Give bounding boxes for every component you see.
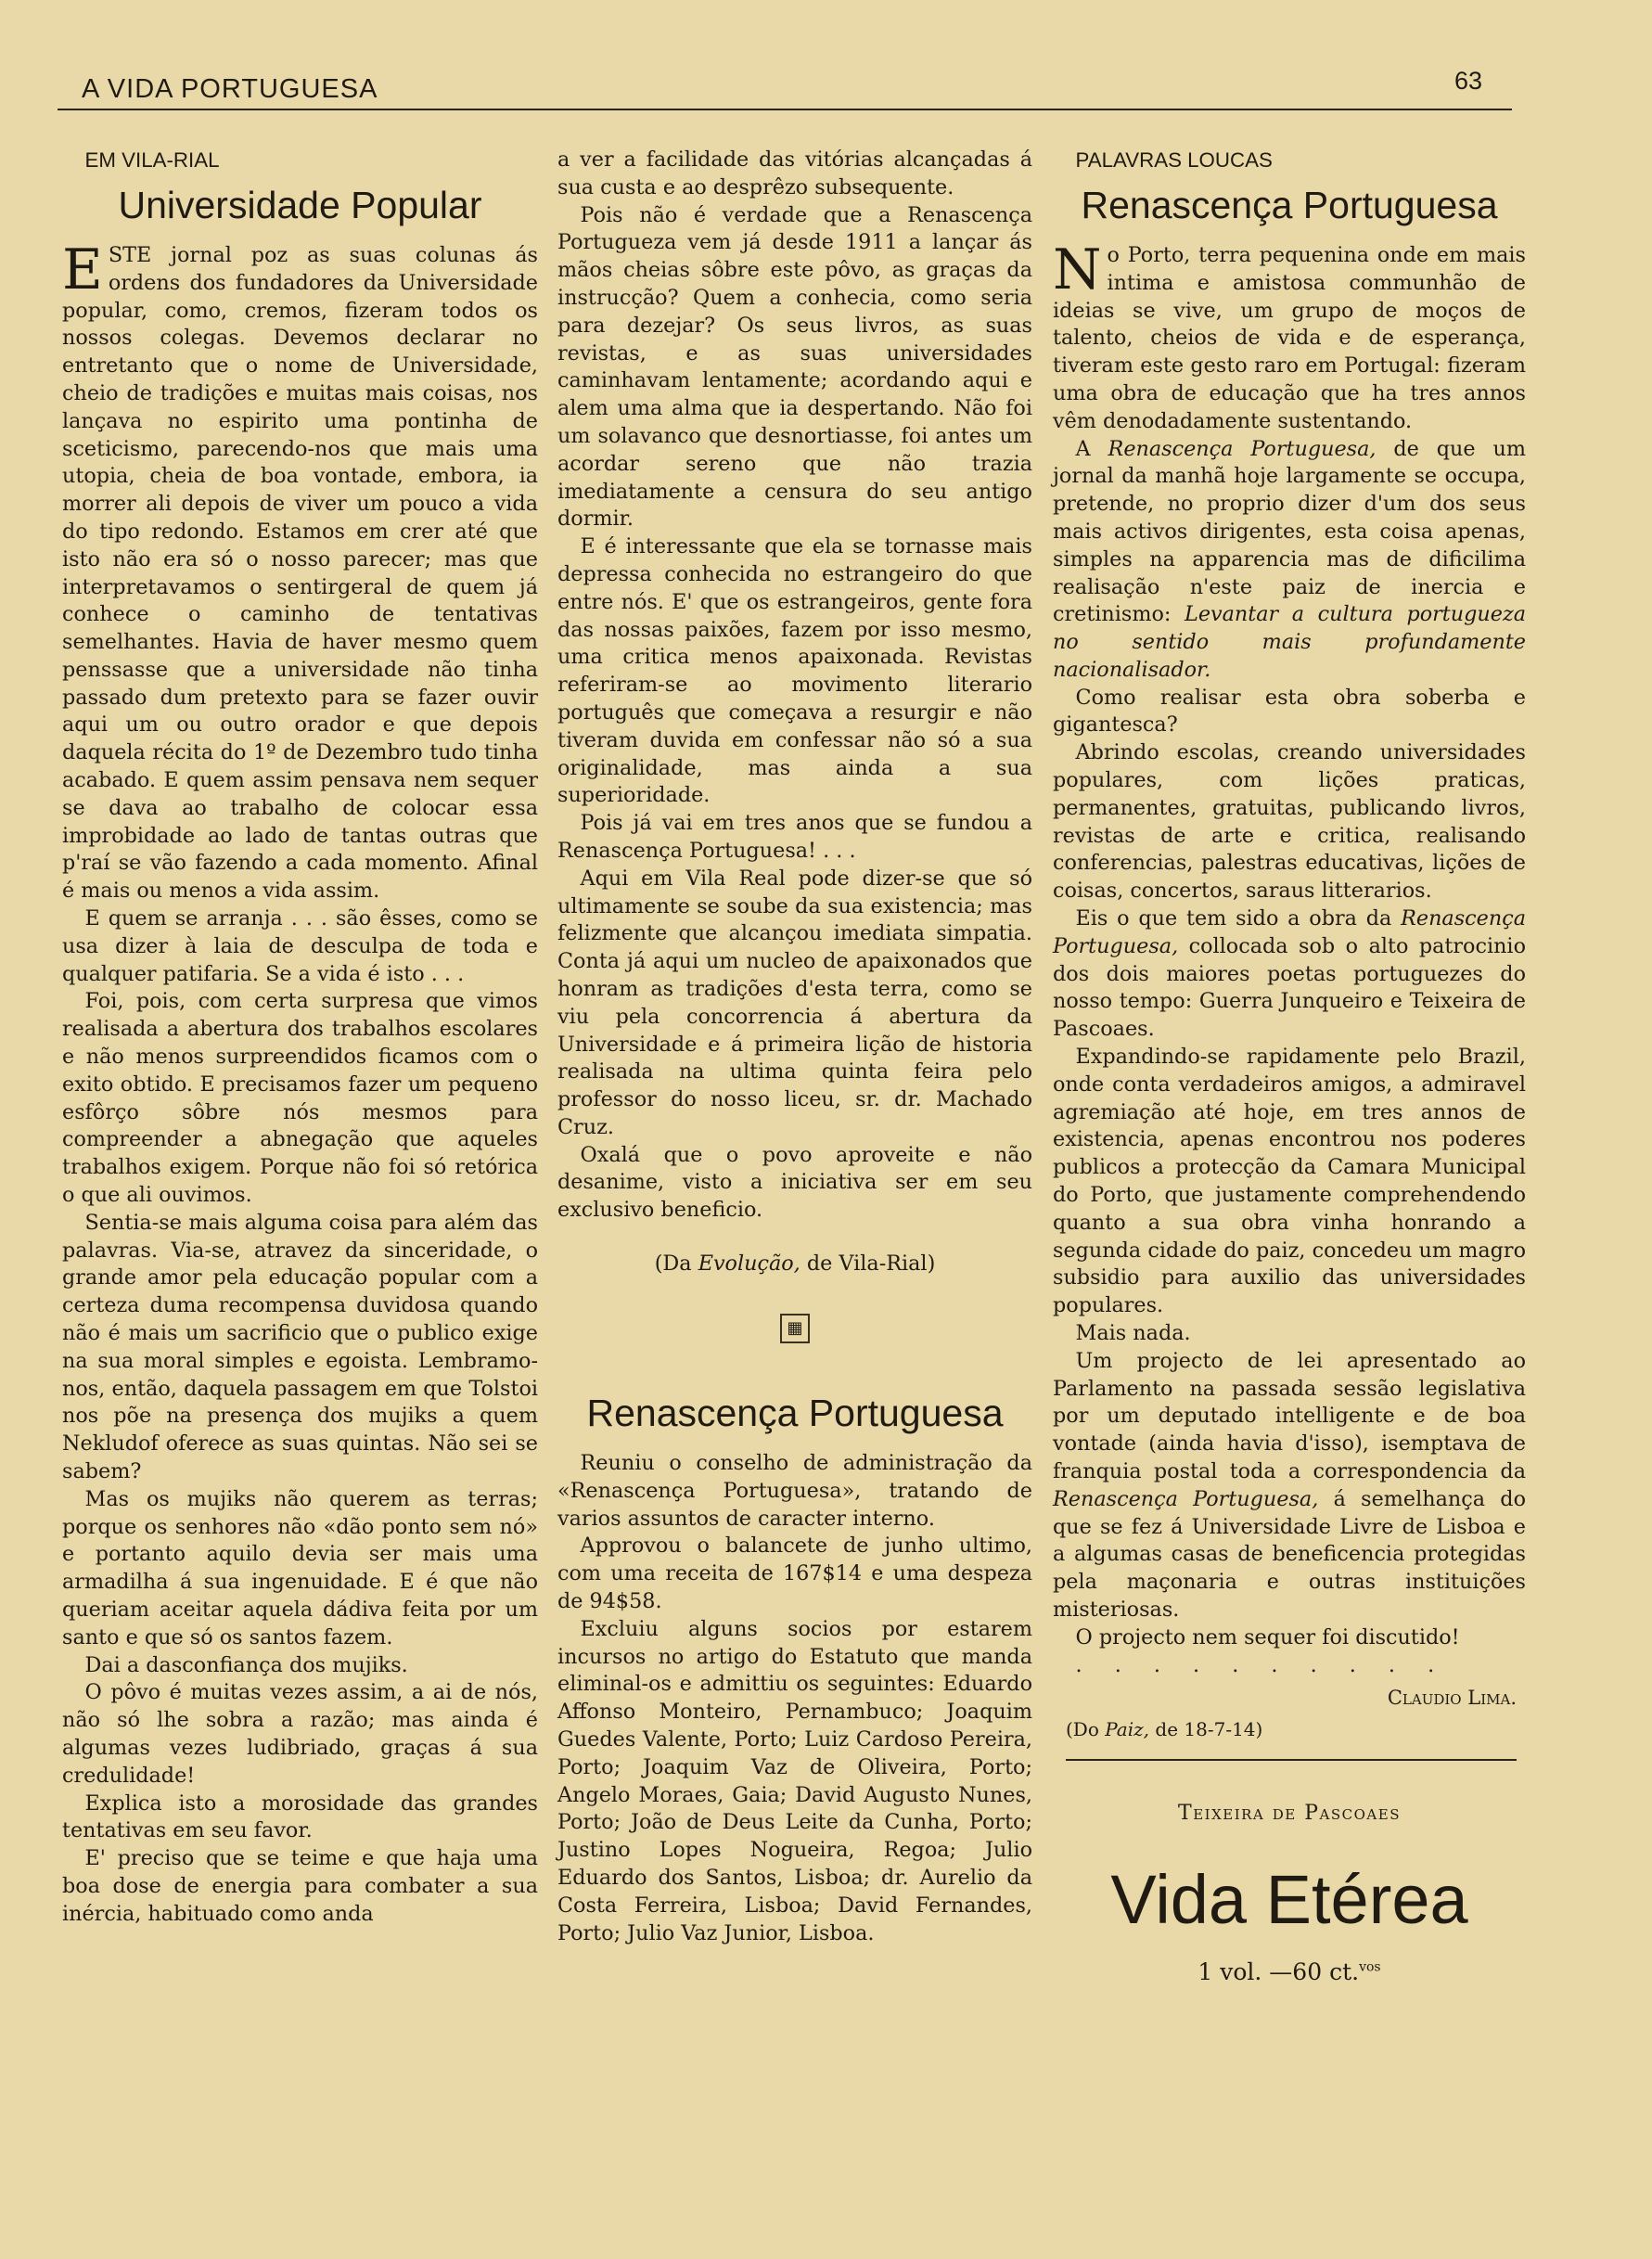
article3-title: Renascença Portuguesa: [1081, 183, 1498, 226]
article3-paragraph: [1053, 1348, 1526, 1624]
author-signature: Claudio Lima.: [1387, 1687, 1517, 1710]
article3-paragraph: Abrindo escolas, creando universidades populares, com lições praticas, permanentes, gratuitas, publicando livros, revistas de arte e critica, realisando conferencias, palestras educativas, lições de coisas, concertos, saraus litterarios.: [1053, 740, 1526, 904]
article1-paragraph: Sentia-se mais alguma coisa para além das palavras. Via-se, atravez da sinceridade, o grande amor pela educação popular com a certeza duma recompensa duvidosa quando não é mais um sacrificio que o publico exige na sua moral simples e egoista. Lembramo-nos, então, daquela passagem em que Tolstoi nos põe na presença dos mujiks a quem Nekludof oferece as suas quintas. Não sei se sabem?: [62, 1210, 538, 1483]
article3-paragraph: [1053, 905, 1526, 1044]
column-middle: [557, 147, 1032, 1947]
paragraph-text: jornal poz as suas colunas ás ordens dos fundadores da Universidade popular, como, cremos, fizeram todos os nossos colegas. Devemos declarar no entretanto que o nome de Universidade, cheio de tradições e muitas mais coisas, nos lançava no espirito uma pontinha de sceticismo, parecendo-nos que mais uma utopia, cheia de boa vontade, embora, ia morrer ali depois de viver um pouco a vida do tipo redondo. Estamos em crer até que isto não era só o nosso parecer; mas que interpretavamos o sentirgeral de quem já conhece o caminho de tentativas semelhantes. Havia de haver mesmo quem penssasse que a universidade não tinha passado dum pretexto para se fazer ouvir aqui um ou outro orador e que depois daquela récita do 1º de Dezembro tudo tinha acabado. E quem assim pensava nem sequer se dava ao trabalho de colocar essa improbidade ao lado de tantas outras que p'raí se vão fazendo a cada momento. Afinal é mais ou menos a vida assim.: [62, 242, 538, 904]
article3-paragraph: O projecto nem sequer foi discutido!: [1075, 1624, 1460, 1649]
article1-paragraph: Foi, pois, com certa surpresa que vimos realisada a abertura dos trabalhos escolares e não menos surpreendidos ficamos com o exito obtido. E precisamos fazer um pequeno esfôrço sôbre nós mesmos para compreender a abnegação que aqueles trabalhos exigem. Porque não foi só retórica o que ali ouvimos.: [62, 989, 538, 1208]
article1-paragraph: E quem se arranja . . . são êsses, como se usa dizer à laia de desculpa de toda e qualquer patifaria. Se a vida é isto . . .: [62, 906, 538, 986]
column-right: [1053, 147, 1526, 1985]
section-divider: [1066, 1759, 1517, 1761]
article3-paragraph: Como realisar esta obra soberba e gigantesca?: [1053, 685, 1526, 738]
column-left: [62, 147, 538, 1929]
article2-paragraph: Excluiu alguns socios por estarem incursos no artigo do Estatuto que manda eliminal-os e admittiu os seguintes: Eduardo Affonso Monteiro, Pernambuco; Joaquim Guedes Valente, Porto; Luiz Cardoso Pereira, Porto; Joaquim Vaz de Oliveira, Porto; Angelo Moraes, Gaia; David Augusto Nunes, Porto; João de Deus Leite da Cunha, Porto; Justino Lopes Nogueira, Regoa; Julio Eduardo dos Santos, Lisboa; dr. Aurelio da Costa Ferreira, Lisboa; David Fernandes, Porto; Julio Vaz Junior, Lisboa.: [557, 1616, 1032, 1945]
source-text: (Do: [1066, 1718, 1106, 1741]
paragraph-text: Um projecto de lei apresentado ao Parlamento na passada sessão legislativa por um deputado intelligente e de boa vontade (ainda havia d'isso), isemptava de franquia postal toda a correspondencia da: [1053, 1348, 1526, 1483]
paragraph-text: o Porto, terra pequenina onde em mais intima e amistosa communhão de ideias se vive, um grupo de moços de talento, cheios de vida e de esperança, tiveram este gesto raro em Portugal: fizeram uma obra de educação que ha tres annos vêm denodadamente sustentando.: [1053, 242, 1526, 433]
paragraph-text: Eis o que tem sido a obra da: [1075, 906, 1402, 931]
article1-paragraph: Dai a dasconfiança dos mujiks.: [84, 1652, 408, 1677]
article1-kicker: EM VILA-RIAL: [84, 148, 220, 172]
article1-paragraph: a ver a facilidade das vitórias alcançadas á sua custa e ao desprêzo subsequente.: [557, 148, 1032, 199]
ornament-icon: ▦: [780, 1314, 810, 1343]
article1-paragraph: O pôvo é muitas vezes assim, a ai de nós, não só lhe sobra a razão; mas ainda é algumas vezes ludibriado, graças á sua credulidade!: [62, 1680, 538, 1788]
article3-paragraph: Expandindo-se rapidamente pelo Brazil, onde conta verdadeiros amigos, a admiravel agremiação até hoje, em tres annos de existencia, apenas encontrou nos poderes publicos a protecção da Camara Municipal do Porto, que justamente comprehendendo quanto a sua obra vinha honrando a segunda cidade do paiz, concedeu um magro subsidio para auxilio das universidades populares.: [1053, 1045, 1526, 1318]
lead-small-caps: STE: [108, 242, 152, 267]
article3-paragraph: [1053, 436, 1526, 685]
dropcap: E: [62, 237, 103, 302]
italic-text: Renascença Portuguesa,: [1108, 436, 1377, 461]
advert-price: [1053, 1958, 1526, 1985]
article3-source: [1066, 1716, 1526, 1742]
advert-author: Teixeira de Pascoaes: [1178, 1802, 1401, 1826]
source-text: de 18-7-14): [1149, 1718, 1263, 1741]
article1-paragraph: E é interessante que ela se tornasse mais depressa conhecida no estrangeiro do que entre nós. E' que os estrangeiros, gente fora das nossas paixões, fazem por isso mesmo, uma critica menos apaixonada. Revistas referiram-se ao movimento literario português que começava a resurgir e não tiveram duvida em confessar não só a sua originalidade, mas ainda a sua superioridade.: [557, 534, 1032, 808]
article1-source: [557, 1251, 1032, 1278]
article3-paragraph: [1053, 237, 1526, 436]
article1-paragraph: Aqui em Vila Real pode dizer-se que só ultimamente se soube da sua existencia; mas felizmente que alcançou imediata simpatia. Conta já aqui um nucleo de apaixonados que honram as tradições d'esta terra, como se viu pela concorrencia á abertura da Universidade e á primeira lição de historia realisada na ultima quinta feira pelo professor do nosso liceu, sr. dr. Machado Cruz.: [557, 866, 1032, 1139]
article1-paragraph: Pois já vai em tres anos que se fundou a Renascença Portuguesa! . . .: [557, 811, 1032, 863]
article1-title: Universidade Popular: [118, 183, 482, 226]
article1-paragraph: Pois não é verdade que a Renascença Portugueza vem já desde 1911 a lançar ás mãos cheias sôbre este pôvo, as graças da instrucção? Quem a conhecia, como seria para dezejar? Os seus livros, as suas revistas, e as suas universidades caminhavam lentamente; acordando aqui e alem uma alma que ia despertando. Não foi um solavanco que desnortiasse, foi antes um acordar sereno que não trazia imediatamente a censura do seu antigo dormir.: [557, 202, 1032, 532]
paragraph-text: collocada sob o alto patrocinio dos dois maiores poetas portuguezes do nosso tempo: Guerra Junqueiro e Teixeira de Pascoaes.: [1053, 933, 1526, 1042]
article1-paragraph: Explica isto a morosidade das grandes tentativas em seu favor.: [62, 1791, 538, 1843]
article3-kicker: PALAVRAS LOUCAS: [1075, 148, 1273, 172]
source-publication: Evolução,: [698, 1251, 800, 1277]
italic-text: Levantar a cultura portugueza no sentido mais profundamente nacionalisador.: [1053, 602, 1526, 682]
source-text: de Vila-Rial): [800, 1251, 936, 1277]
italic-text: Renascença Portuguesa,: [1053, 1486, 1319, 1511]
source-publication: Paiz,: [1105, 1718, 1150, 1741]
running-title: A VIDA PORTUGUESA: [82, 74, 378, 104]
article2-paragraph: Reuniu o conselho de administração da «Renascença Portuguesa», tratando de varios assuntos de caracter interno.: [557, 1451, 1032, 1531]
article2-title: Renascença Portuguesa: [586, 1391, 1004, 1434]
dropcap: N: [1053, 237, 1102, 302]
italic-text: Renascença Portuguesa,: [1053, 906, 1526, 958]
article1-paragraph: Oxalá que o povo aproveite e não desanime, visto a iniciativa ser em seu exclusivo beneficio.: [557, 1142, 1032, 1223]
source-text: (Da: [654, 1251, 698, 1277]
page-number: 63: [1454, 67, 1483, 95]
ellipsis-dots: . . . . . . . . . .: [1075, 1652, 1448, 1677]
header-rule: [58, 109, 1512, 110]
article1-paragraph: E' preciso que se teime e que haja uma boa dose de energia para combater a sua inércia, habituado como anda: [62, 1846, 538, 1926]
price-suffix: vos: [1359, 1959, 1381, 1975]
advert-book-title: Vida Etérea: [1110, 1861, 1468, 1939]
article1-paragraph: [62, 237, 538, 905]
paragraph-text: de que um jornal da manhã hoje largamente se occupa, pretende, no proprio dizer d'um dos seus mais activos dirigentes, esta coisa apenas, simples na apparencia mas de dificilima realisação n'este paiz de inercia e cretinismo:: [1053, 436, 1526, 627]
article1-paragraph: Mas os mujiks não querem as terras; porque os senhores não «dão ponto sem nó» e portanto aquilo devia ser mais uma armadilha á sua ingenuidade. E é que não queriam aceitar aquela dádiva feita por um santo e que só os santos fazem.: [62, 1486, 538, 1649]
price-text: 1 vol. —60 ct.: [1197, 1957, 1360, 1985]
article2-paragraph: Approvou o balancete de junho ultimo, com uma receita de 167$14 e uma despeza de 94$58.: [557, 1534, 1032, 1613]
article3-paragraph: Mais nada.: [1075, 1321, 1191, 1346]
paragraph-text: á semelhança do que se fez á Universidade Livre de Lisboa e a algumas casas de beneficencia protegidas pela maçonaria e outras instituições misteriosas.: [1053, 1486, 1526, 1622]
paragraph-text: A: [1075, 436, 1108, 461]
